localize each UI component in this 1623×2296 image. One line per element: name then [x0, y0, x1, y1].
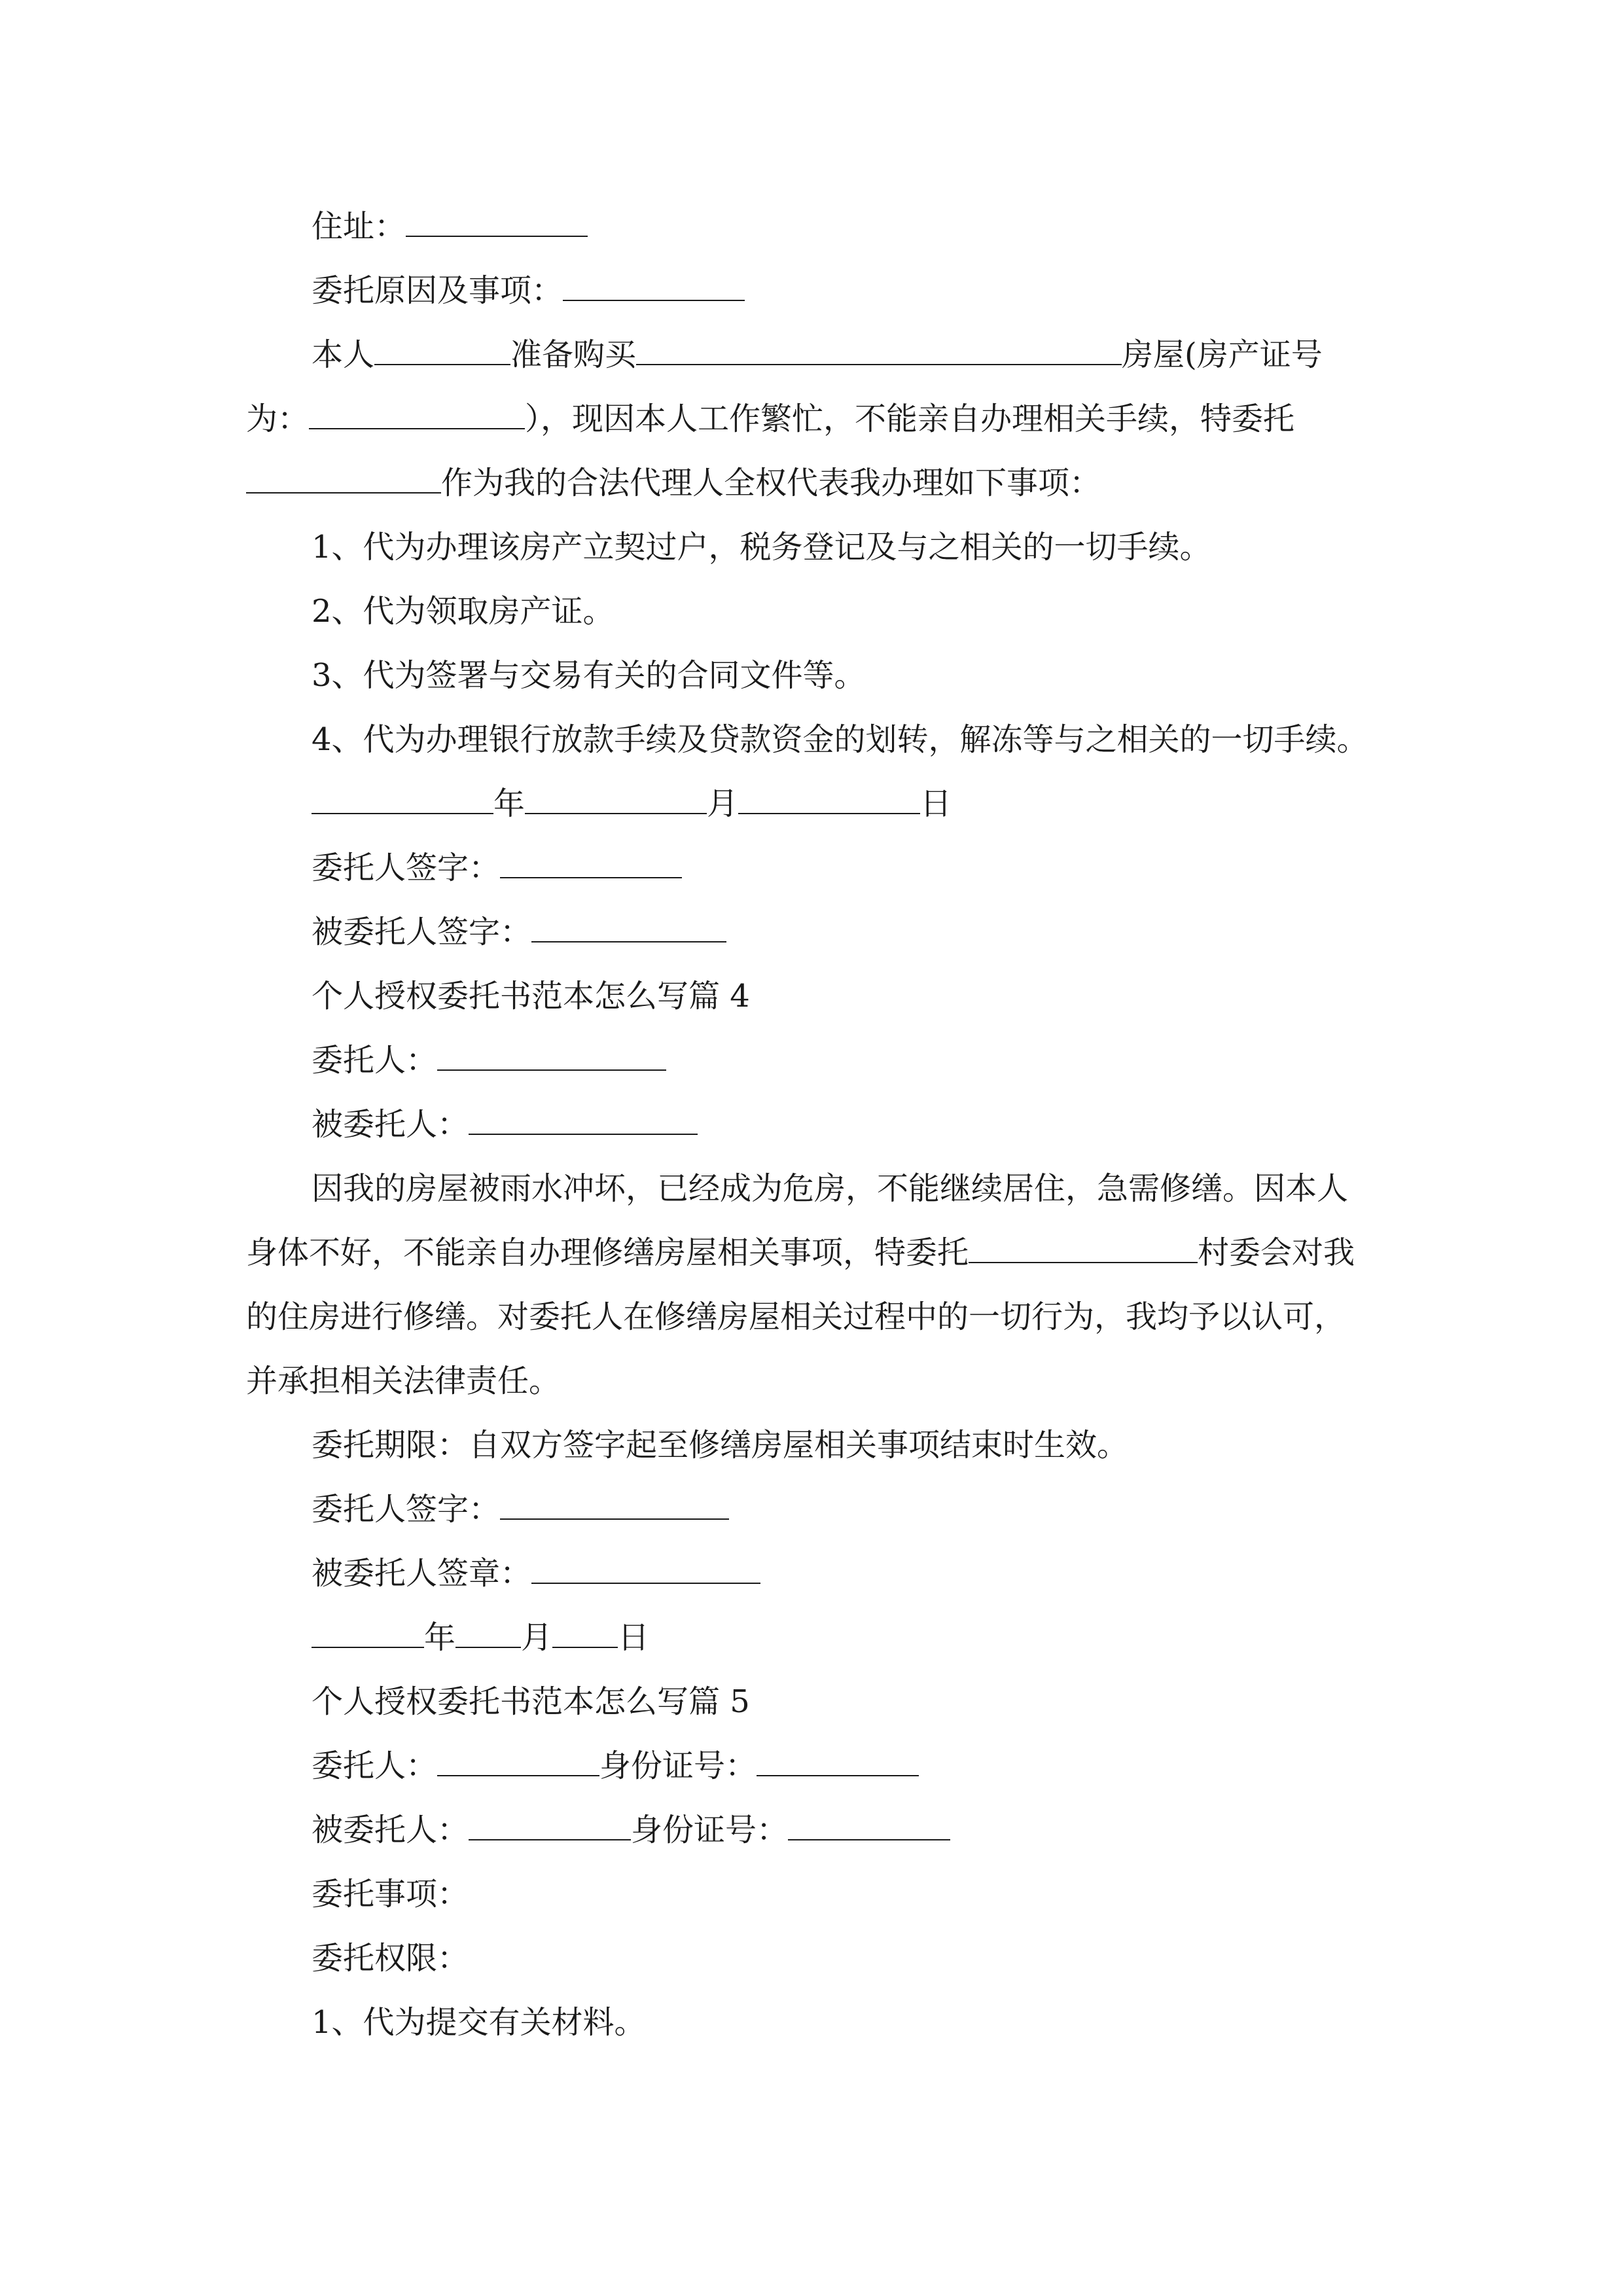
day-blank-2 [552, 1618, 618, 1648]
p1-text-f: 作为我的合法代理人全权代表我办理如下事项： [441, 465, 1101, 501]
principal-id-label: 身份证号： [599, 1748, 757, 1784]
month-label: 月 [707, 785, 739, 822]
paragraph2-line1: 因我的房屋被雨水冲坏，已经成为危房，不能继续居住，急需修缮。因本人 [312, 1170, 1349, 1207]
agent-blank [469, 1105, 698, 1135]
p2-text-a: 身体不好，不能亲自办理修缮房屋相关事项，特委托 [246, 1234, 969, 1271]
section-heading-5: 个人授权委托书范本怎么写篇 5 [312, 1683, 750, 1720]
principal-signature-line-2 [312, 1490, 729, 1529]
agent-label-5: 被委托人： [312, 1812, 469, 1848]
agent-label: 被委托人： [312, 1106, 469, 1143]
authority-line: 委托权限： [312, 1940, 469, 1977]
principal-label: 委托人： [312, 1042, 438, 1079]
section-heading-4: 个人授权委托书范本怎么写篇 4 [312, 978, 750, 1014]
principal-signature-blank-2 [500, 1490, 729, 1520]
principal-signature-label-2: 委托人签字： [312, 1491, 501, 1528]
principal-signature-line [312, 848, 682, 888]
p1-text-c: 房屋(房产证号 [1122, 336, 1323, 373]
paragraph2-line2 [246, 1233, 1355, 1272]
p1-text-d: 为： [246, 401, 310, 437]
p1-blank-property [636, 335, 1122, 365]
paragraph2-line3: 的住房进行修缮。对委托人在修缮房屋相关过程中的一切行为，我均予以认可， [246, 1299, 1346, 1335]
agent-id-label: 身份证号： [631, 1812, 789, 1848]
month-label-2: 月 [521, 1619, 553, 1656]
list-item-3: 3、代为签署与交易有关的合同文件等。 [312, 657, 866, 694]
principal-blank-5 [437, 1746, 599, 1776]
paragraph1-line1 [312, 335, 1323, 374]
paragraph1-line2 [246, 399, 1294, 439]
month-blank [525, 784, 707, 814]
reason-line [312, 271, 745, 310]
date-line-2 [312, 1618, 649, 1657]
p2-text-b: 村委会对我 [1198, 1234, 1355, 1271]
list-item-1: 1、代为办理该房产立契过户，税务登记及与之相关的一切手续。 [312, 529, 1211, 565]
month-blank-2 [455, 1618, 521, 1648]
p1-text-b: 准备购买 [510, 336, 637, 373]
address-blank [406, 207, 588, 237]
reason-label: 委托原因及事项： [312, 272, 563, 309]
matters-line: 委托事项： [312, 1876, 469, 1912]
agent-seal-blank [531, 1554, 760, 1584]
agent-signature-label: 被委托人签字： [312, 914, 532, 950]
year-blank-2 [312, 1618, 424, 1648]
year-label: 年 [493, 785, 526, 822]
year-label-2: 年 [424, 1619, 456, 1656]
year-blank [312, 784, 493, 814]
principal-signature-blank [500, 848, 682, 878]
address-line [312, 207, 588, 246]
agent-id-blank [788, 1810, 950, 1840]
agent-line [312, 1105, 698, 1144]
p1-text-e: ），现因本人工作繁忙，不能亲自办理相关手续，特委托 [525, 401, 1295, 437]
address-label: 住址： [312, 208, 406, 245]
paragraph1-line3 [246, 463, 1101, 503]
principal-id-blank [757, 1746, 919, 1776]
list-item-4: 4、代为办理银行放款手续及贷款资金的划转，解冻等与之相关的一切手续。 [312, 721, 1368, 758]
term-line: 委托期限：自双方签字起至修缮房屋相关事项结束时生效。 [312, 1427, 1129, 1463]
principal-line [312, 1041, 666, 1080]
p1-text-a: 本人 [312, 336, 375, 373]
principal-label-5: 委托人： [312, 1748, 438, 1784]
agent-seal-line [312, 1554, 760, 1593]
p1-blank-agent [246, 463, 441, 493]
p2-blank-village [969, 1233, 1198, 1263]
reason-blank [563, 271, 745, 301]
list-item-2: 2、代为领取房产证。 [312, 593, 615, 630]
p1-blank-name [374, 335, 510, 365]
day-label: 日 [920, 785, 952, 822]
agent-seal-label: 被委托人签章： [312, 1555, 532, 1592]
date-line-1 [312, 784, 952, 823]
agent-id-line [312, 1810, 950, 1850]
list-item-5-1: 1、代为提交有关材料。 [312, 2004, 646, 2041]
principal-signature-label: 委托人签字： [312, 850, 501, 886]
principal-blank [437, 1041, 666, 1071]
day-blank [738, 784, 920, 814]
agent-blank-5 [469, 1810, 631, 1840]
paragraph2-line4: 并承担相关法律责任。 [246, 1363, 561, 1399]
principal-id-line [312, 1746, 919, 1785]
day-label-2: 日 [618, 1619, 650, 1656]
agent-signature-blank [531, 912, 726, 942]
p1-blank-cert-no [309, 399, 525, 429]
agent-signature-line [312, 912, 726, 952]
